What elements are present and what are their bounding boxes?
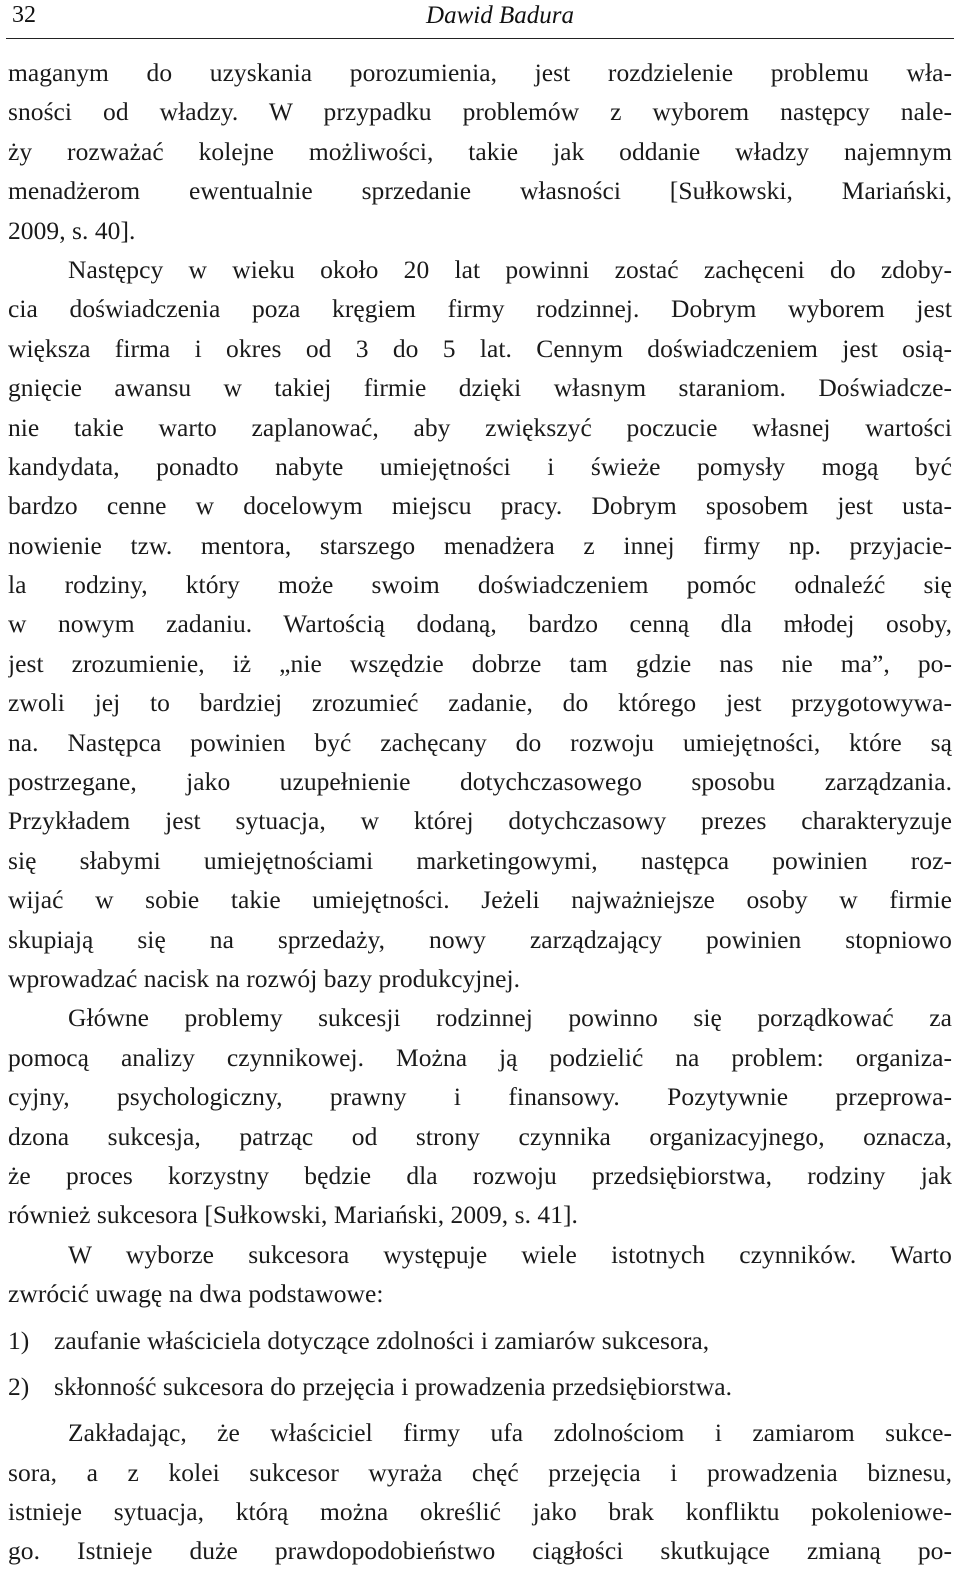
numbered-list (8, 1321, 952, 1407)
text-line: ży rozważać kolejne możliwości, takie jak oddanie władzy najemnym (8, 136, 952, 166)
text-line: w nowym zadaniu. Wartością dodaną, bardzo cenną dla młodej osoby, (8, 609, 952, 639)
text-line: bardzo cenne w docelowym miejscu pracy. Dobrym sposobem jest usta- (8, 491, 952, 521)
running-head-author: Dawid Badura (426, 2, 574, 29)
text-line: Główne problemy sukcesji rodzinnej powinno się porządkować za (68, 1003, 952, 1033)
text-line: jest zrozumienie, iż „nie wszędzie dobrze tam gdzie nas nie ma”, po- (8, 648, 952, 678)
paragraphs-before-list (8, 53, 952, 1314)
list-item-text: zaufanie właściciela dotyczące zdolności i zamiarów sukcesora, (54, 1325, 710, 1355)
text-line: na. Następca powinien być zachęcany do rozwoju umiejętności, które są (8, 727, 952, 757)
text-line: maganym do uzyskania porozumienia, jest rozdzielenie problemu wła- (8, 58, 952, 87)
text-line: większa firma i okres od 3 do 5 lat. Cennym doświadczeniem jest osią- (8, 333, 952, 363)
text-line: menadżerom ewentualnie sprzedanie własności [Sułkowski, Mariański, (8, 176, 952, 206)
text-line: go. Istnieje duże prawdopodobieństwo ciągłości skutkujące zmianą po- (8, 1536, 952, 1566)
body-text (8, 53, 952, 1571)
text-line: istnieje sytuacja, którą można określić jako brak konfliktu pokoleniowe- (8, 1497, 952, 1527)
text-line: W wyborze sukcesora występuje wiele istotnych czynników. Warto (68, 1239, 952, 1269)
text-line: się słabymi umiejętnościami marketingowymi, następca powinien roz- (8, 845, 952, 875)
text-line: kandydata, ponadto nabyte umiejętności i świeże pomysły mogą być (8, 451, 952, 481)
text-line: skupiają się na sprzedaży, nowy zarządzający powinien stopniowo (8, 924, 952, 954)
list-item (8, 1321, 952, 1360)
text-line: sora, a z kolei sukcesor wyraża chęć przejęcia i prowadzenia biznesu, (8, 1457, 952, 1487)
text-line: cia doświadczenia poza kręgiem firmy rodzinnej. Dobrym wyborem jest (8, 294, 952, 324)
text-line: sności od władzy. W przypadku problemów z wyborem następcy nale- (8, 97, 952, 127)
text-line: cyjny, psychologiczny, prawny i finansowy. Pozytywnie przeprowa- (8, 1082, 952, 1112)
list-item-text: skłonność sukcesora do przejęcia i prowadzenia przedsiębiorstwa. (54, 1371, 732, 1401)
paragraphs-after-list (8, 1413, 952, 1571)
text-line: pomocą analizy czynnikowej. Można ją podzielić na problem: organiza- (8, 1042, 952, 1072)
text-line: Następcy w wieku około 20 lat powinni zostać zachęceni do zdoby- (68, 254, 952, 284)
text-line: postrzegane, jako uzupełnienie dotychczasowego sposobu zarządzania. (8, 767, 952, 797)
text-line: Zakładając, że właściciel firmy ufa zdolnościom i zamiarom sukce- (68, 1418, 952, 1448)
text-line: gnięcie awansu w takiej firmie dzięki własnym staraniom. Doświadcze- (8, 373, 952, 403)
text-line: Przykładem jest sytuacja, w której dotychczasowy prezes charakteryzuje (8, 806, 952, 836)
text-line: nie takie warto zaplanować, aby zwiększyć poczucie własnej wartości (8, 412, 952, 442)
text-line: nowienie tzw. mentora, starszego menadżera z innej firmy np. przyjacie- (8, 530, 952, 560)
list-item (8, 1367, 952, 1406)
text-line: że proces korzystny będzie dla rozwoju przedsiębiorstwa, rodziny jak (8, 1160, 952, 1190)
text-line: la rodziny, który może swoim doświadczeniem pomóc odnaleźć się (8, 570, 952, 600)
page-number: 32 (12, 2, 36, 28)
text-line: również sukcesora [Sułkowski, Mariański, 2009, s. 41]. (8, 1200, 578, 1230)
running-header (6, 0, 954, 39)
text-line: wijać w sobie takie umiejętności. Jeżeli najważniejsze osoby w firmie (8, 885, 952, 915)
text-line: 2009, s. 40]. (8, 215, 136, 245)
list-item-number: 2) (8, 1371, 30, 1401)
text-line: zwrócić uwagę na dwa podstawowe: (8, 1279, 384, 1309)
text-line: zwoli jej to bardziej zrozumieć zadanie, do którego jest przygotowywa- (8, 688, 952, 718)
text-line: wprowadzać nacisk na rozwój bazy produkcyjnej. (8, 963, 521, 993)
list-item-number: 1) (8, 1325, 30, 1355)
text-line: dzona sukcesja, patrząc od strony czynnika organizacyjnego, oznacza, (8, 1121, 952, 1151)
